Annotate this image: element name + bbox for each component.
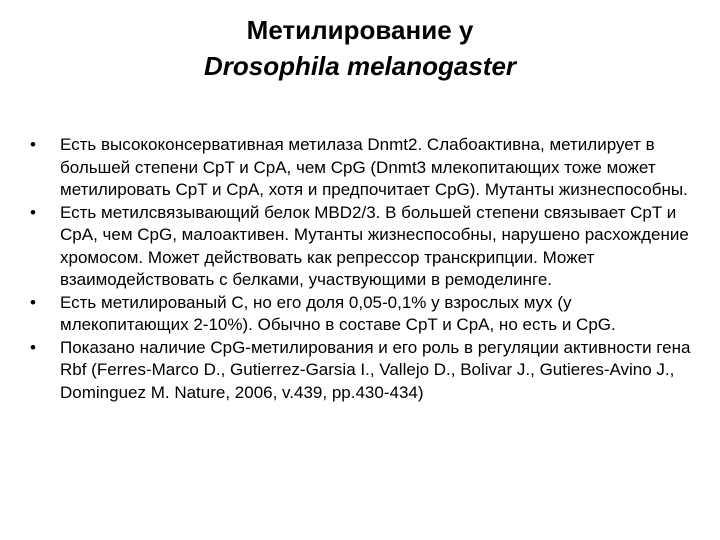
bullet-list [30,134,698,404]
slide-title [0,12,720,84]
bullet-icon: • [30,135,36,154]
bullet-icon: • [30,292,36,312]
bullet-icon: • [30,337,36,357]
title-line-1: Метилирование у [246,15,474,45]
bullet-item-cpg-methylation [30,337,698,405]
bullet-icon: • [30,202,36,222]
bullet-text: Есть метилированый С, но его доля 0,05-0,1% у взрослых мух (у млекопитающих 2-10%). Обычно в составе CpT и CpA, но есть и CpG. [60,292,616,334]
bullet-item-mbd [30,202,698,292]
bullet-text: Есть высококонсервативная метилаза Dnmt2. Слабоактивна, метилирует в большей степени CpT и CpA, чем CpG (Dnmt3 млекопитающих тоже может метилировать CpT и CpA, хотя и предпочитает CpG). Мутанты жизнеспособны. [60,135,688,199]
bullet-item-methylated-c [30,292,698,337]
bullet-item-dnmt2 [30,134,698,202]
bullet-text: Показано наличие CpG-метилирования и его роль в регуляции активности гена Rbf (Ferres-Marco D., Gutierrez-Garsia I., Vallejo D., Bolivar J., Gutieres-Avino J., Dominguez M. Nature, 2006, v.439, pp.430-434) [60,337,691,402]
title-line-2-species: Drosophila melanogaster [203,51,517,81]
bullet-text: Есть метилсвязывающий белок MBD2/3. В большей степени связывает CpT и CpA, чем CpG, малоактивен. Мутанты жизнеспособны, нарушено расхождение хромосом. Может действовать как репрессор транскрипции. Может взаимодействовать с белками, участвующими в ремоделинге. [60,202,689,289]
